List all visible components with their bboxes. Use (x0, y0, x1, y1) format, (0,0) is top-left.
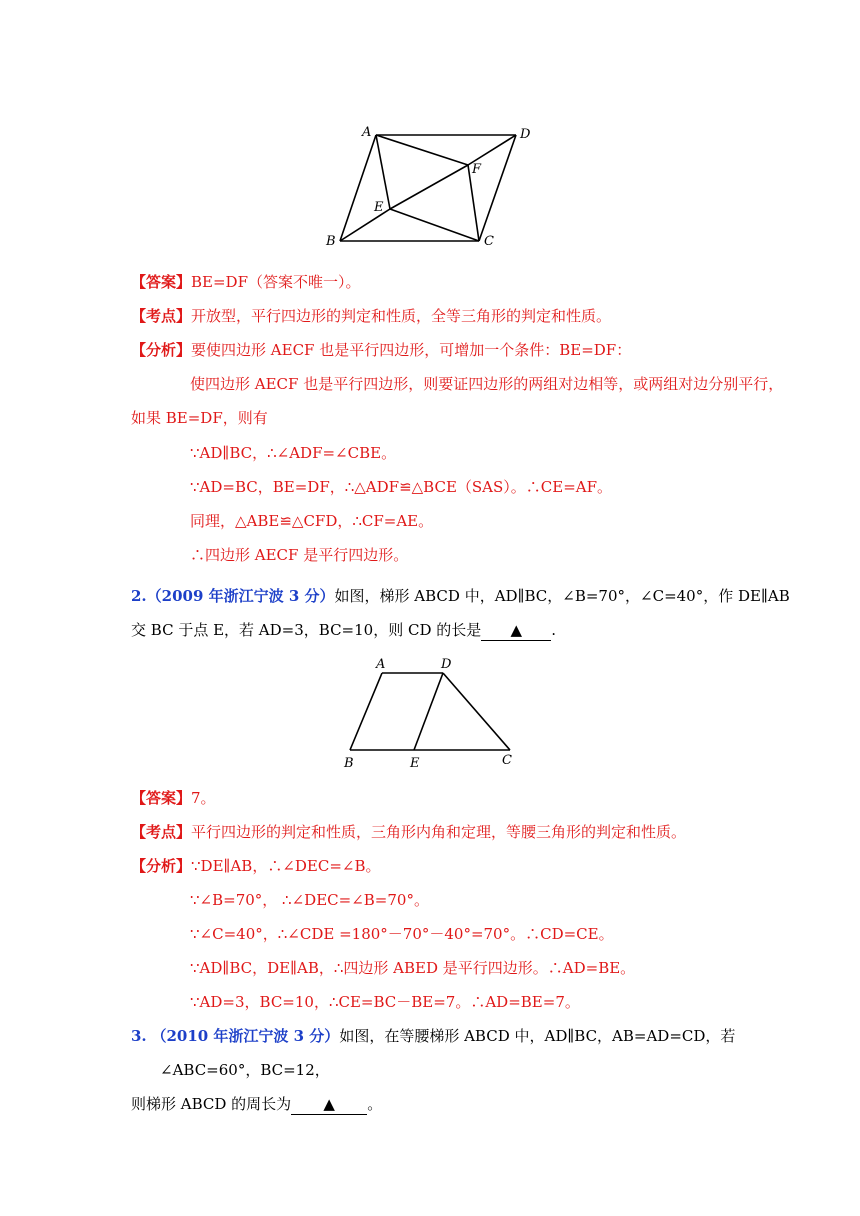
label-b: B (326, 234, 336, 249)
answer-blank: ▲ (481, 620, 551, 641)
question-number: 3. (131, 1027, 147, 1045)
analysis-tag: 【分析】 (131, 341, 192, 359)
label-a: A (362, 125, 372, 140)
analysis-line: ∵∠C=40°，∴∠CDE =180°－70°－40°=70°。∴CD=CE。 (190, 925, 614, 943)
label-c: C (502, 753, 512, 768)
answer-tag: 【答案】 (131, 789, 192, 807)
q3-question-line3 (131, 1094, 382, 1115)
question-end: . (551, 621, 557, 639)
q2-point (131, 822, 686, 842)
q1-analysis (131, 340, 631, 360)
label-a: A (376, 657, 386, 672)
question-text: 如图，梯形 ABCD 中，AD∥BC，∠B=70°，∠C=40°，作 DE∥AB (334, 587, 790, 605)
analysis-line: ∵DE∥AB，∴∠DEC=∠B。 (191, 857, 381, 875)
q1-point (131, 306, 611, 326)
analysis-line: ∵AD=BC，BE=DF，∴△ADF≌△BCE（SAS）。∴CE=AF。 (190, 478, 613, 496)
question-number: 2. (131, 587, 147, 605)
analysis-line: 如果 BE=DF，则有 (131, 409, 268, 427)
point-text: 开放型，平行四边形的判定和性质，全等三角形的判定和性质。 (191, 307, 612, 325)
q2-question-line2 (131, 620, 556, 641)
question-text: 则梯形 ABCD 的周长为 (131, 1095, 292, 1113)
analysis-line: ∵AD∥BC，∴∠ADF=∠CBE。 (190, 444, 397, 462)
analysis-line: ∵AD∥BC，DE∥AB，∴四边形 ABED 是平行四边形。∴AD=BE。 (190, 959, 636, 977)
q2-answer (131, 788, 216, 808)
analysis-line: ∴四边形 AECF 是平行四边形。 (190, 546, 409, 564)
analysis-line: 要使四边形 AECF 也是平行四边形，可增加一个条件：BE=DF： (191, 341, 632, 359)
q3-question (131, 1026, 735, 1046)
analysis-tag: 【分析】 (131, 857, 192, 875)
question-end: 。 (367, 1095, 383, 1113)
analysis-line: ∵∠B=70°， ∴∠DEC=∠B=70°。 (190, 891, 429, 909)
label-e: E (410, 756, 420, 771)
q1-answer (131, 272, 361, 292)
label-c: C (484, 234, 494, 249)
analysis-line: ∵AD=3，BC=10，∴CE=BC－BE=7。∴AD=BE=7。 (190, 993, 580, 1011)
question-text: 如图，在等腰梯形 ABCD 中，AD∥BC，AB=AD=CD，若 (339, 1027, 736, 1045)
question-source: （2009 年浙江宁波 3 分） (146, 587, 335, 605)
point-tag: 【考点】 (131, 823, 192, 841)
q2-analysis (131, 856, 381, 876)
answer-blank: ▲ (291, 1094, 367, 1115)
label-b: B (344, 756, 354, 771)
label-e: E (374, 200, 384, 215)
point-tag: 【考点】 (131, 307, 192, 325)
analysis-line: 同理，△ABE≌△CFD，∴CF=AE。 (190, 512, 434, 530)
label-d: D (441, 657, 452, 672)
answer-text: BE=DF（答案不唯一）。 (191, 273, 361, 291)
point-text: 平行四边形的判定和性质，三角形内角和定理，等腰三角形的判定和性质。 (191, 823, 687, 841)
label-f: F (472, 162, 482, 177)
q2-question (131, 586, 790, 606)
analysis-line: 使四边形 AECF 也是平行四边形，则要证四边形的两组对边相等，或两组对边分别平行， (190, 375, 784, 393)
q3-question-line2: ∠ABC=60°，BC=12， (160, 1061, 330, 1079)
figure-parallelogram-aecf (320, 120, 540, 250)
question-source: （2010 年浙江宁波 3 分） (151, 1027, 340, 1045)
label-d: D (520, 127, 531, 142)
answer-text: 7。 (191, 789, 216, 807)
figure-trapezoid-abcd (330, 654, 530, 772)
answer-tag: 【答案】 (131, 273, 192, 291)
question-text: 交 BC 于点 E，若 AD=3，BC=10，则 CD 的长是 (131, 621, 482, 639)
